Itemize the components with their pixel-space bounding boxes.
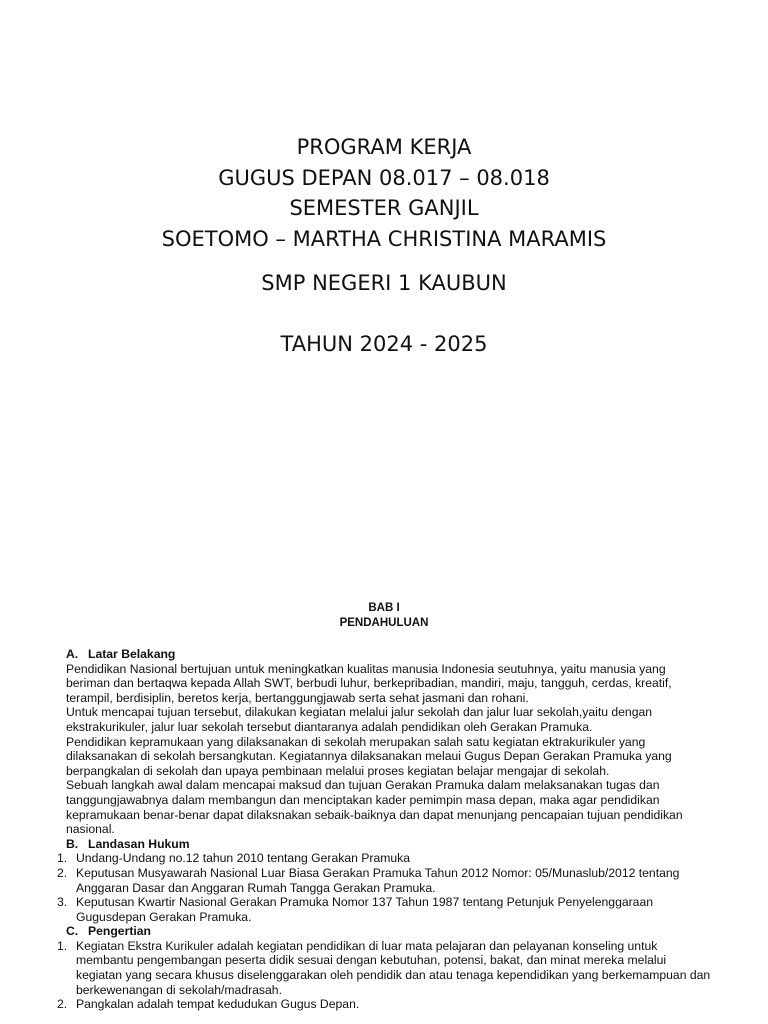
cover-school: SMP NEGERI 1 KAUBUN — [261, 271, 507, 295]
list-item — [52, 866, 712, 895]
cover-title: PROGRAM KERJA — [296, 135, 472, 159]
paragraph: Pendidikan kepramukaan yang dilaksanakan di sekolah merupakan salah satu kegiatan ektrakurikuler yang dilaksanakan di sekolah bersangkutan. Kegiatannya dilaksanakan melaui Gugus Depan Gerakan Pramuka yang berpangkalan di sekolah dan upaya pembinaan melalui proses kegiatan belajar mengajar di sekolah. — [66, 734, 672, 778]
paragraph: Pendidikan Nasional bertujuan untuk meningkatkan kualitas manusia Indonesia seutuhnya, yaitu manusia yang beriman dan bertaqwa kepada Allah SWT, berbudi luhur, berkepribadian, mandiri, maju, tangguh, cerdas, kreatif, terampil, berdisiplin, beretos kerja, bertanggungjawab serta sehat jasmani dan rohani. — [66, 661, 672, 705]
paragraph: Untuk mencapai tujuan tersebut, dilakukan kegiatan melalui jalur sekolah dan jalur luar sekolah,yaitu dengan ekstrakurikuler, jalur luar sekolah tersebut diantaranya adalah pendidikan oleh Gerakan Pramuka. — [66, 705, 653, 734]
section-title: Landasan Hukum — [88, 836, 190, 851]
list-text: Keputusan Kwartir Nasional Gerakan Pramuka Nomor 137 Tahun 1987 tentang Petunjuk Penyelenggaraan Gugusdepan Gerakan Pramuka. — [76, 895, 654, 924]
section-heading-pengertian — [52, 924, 712, 939]
list-item — [52, 939, 712, 997]
list-item — [52, 997, 712, 1012]
section-heading-landasan-hukum — [52, 837, 712, 852]
section-heading-latar-belakang — [52, 647, 712, 662]
list-item — [52, 851, 712, 866]
cover-names: SOETOMO – MARTHA CHRISTINA MARAMIS — [161, 226, 607, 251]
cover-gugus-depan: GUGUS DEPAN 08.017 – 08.018 — [218, 165, 550, 190]
list-text: Undang-Undang no.12 tahun 2010 tentang Gerakan Pramuka — [76, 851, 411, 866]
list-text: Kegiatan Ekstra Kurikuler adalah kegiatan pendidikan di luar mata pelajaran dan pelayanan konseling untuk membantu pengembangan peserta didik sesuai dengan kebutuhan, potensi, bakat, dan minat mereka melalui kegiatan yang secara khusus diselenggarakan oleh pendidik dan atau tenaga kependidikan yang berkemampuan dan berkewenangan di sekolah/madrasah. — [76, 938, 711, 997]
list-number: 1. — [57, 851, 68, 866]
list-text: Keputusan Musyawarah Nasional Luar Biasa Gerakan Pramuka Tahun 2012 Nomor: 05/Munaslub/2012 tentang Anggaran Dasar dan Anggaran Rumah Tangga Gerakan Pramuka. — [76, 865, 680, 895]
cover-year: TAHUN 2024 - 2025 — [280, 331, 488, 356]
list-number: 3. — [57, 895, 68, 910]
cover-semester: SEMESTER GANJIL — [289, 196, 479, 220]
section-letter: B. — [66, 836, 79, 851]
section-title: Pengertian — [88, 924, 151, 939]
list-number: 2. — [57, 865, 68, 880]
section-title: Latar Belakang — [88, 647, 176, 661]
definitions-list — [52, 939, 712, 1012]
paragraph: Sebuah langkah awal dalam mencapai maksud dan tujuan Gerakan Pramuka dalam melaksanakan tugas dan tanggungjawabnya dalam membangun dan menciptakan kader pemimpin masa depan, maka agar pendidikan kepramukaan benar-benar dapat dilaksnakan sebaik-baiknya dan dapat menunjang pencapaian tujuan pendidikan nasional. — [66, 778, 683, 837]
cover-title-block — [0, 132, 768, 359]
chapter-number: BAB I — [368, 602, 400, 614]
chapter-heading — [0, 601, 768, 631]
list-number: 2. — [57, 997, 68, 1012]
document-body — [52, 647, 712, 1012]
chapter-title: PENDAHULUAN — [339, 617, 429, 629]
list-number: 1. — [57, 938, 68, 953]
legal-basis-list — [52, 851, 712, 924]
list-text: Pangkalan adalah tempat kedudukan Gugus Depan. — [76, 997, 360, 1012]
section-letter: A. — [66, 647, 79, 661]
section-letter: C. — [66, 924, 79, 939]
list-item — [52, 895, 712, 924]
